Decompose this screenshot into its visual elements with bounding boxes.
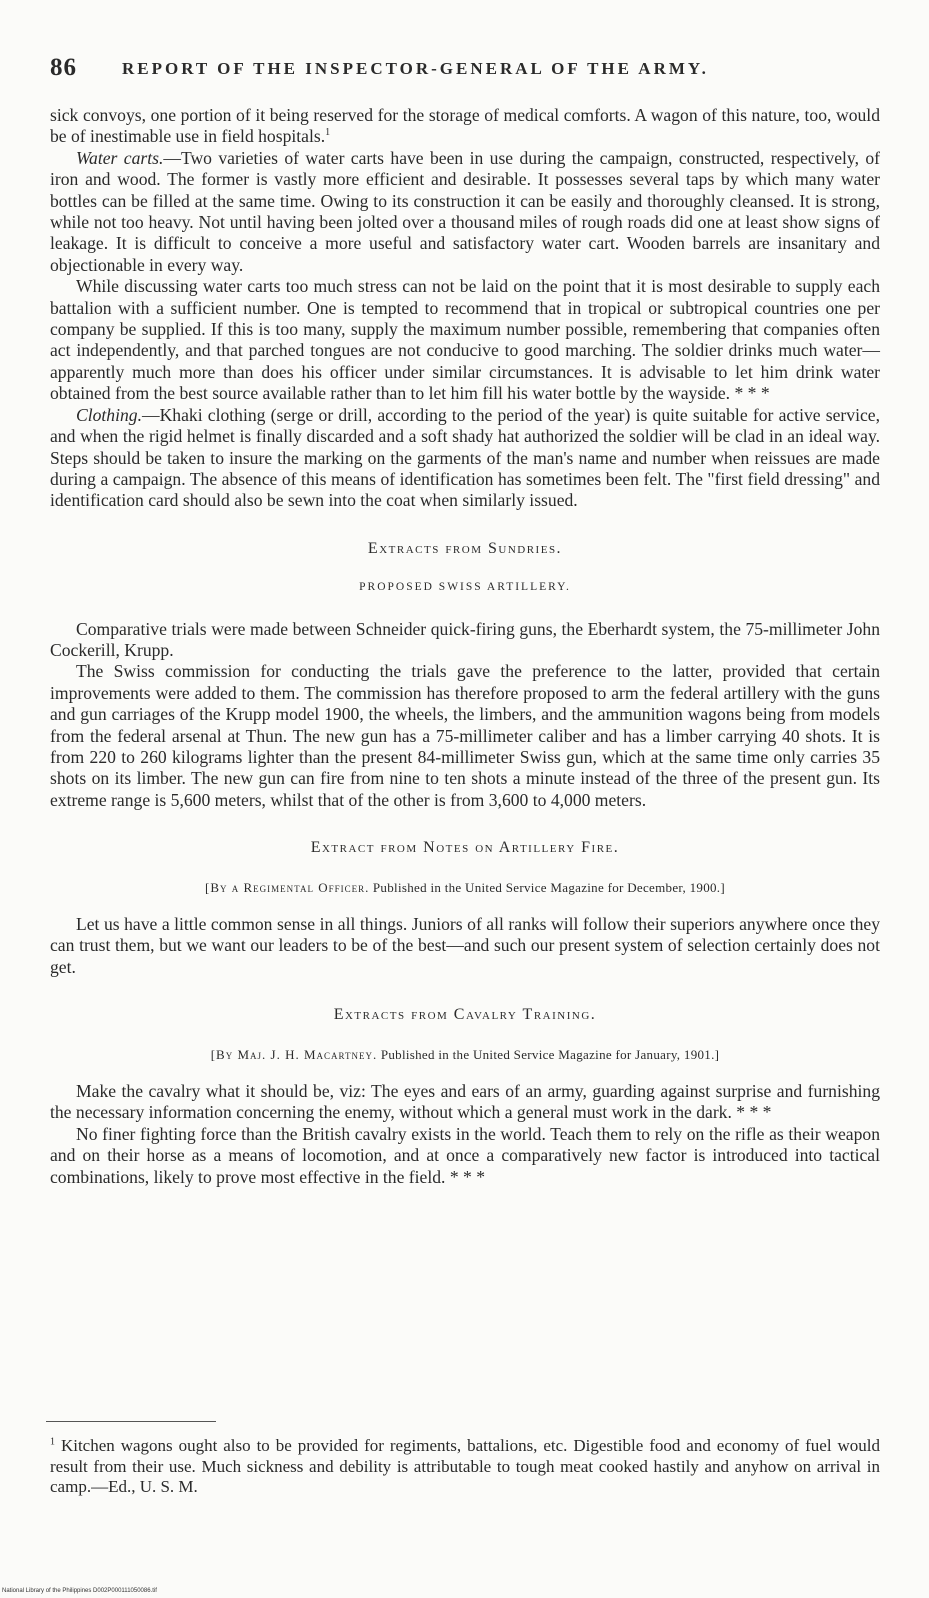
subheading-swiss-artillery: PROPOSED SWISS ARTILLERY. xyxy=(359,581,571,594)
paragraph-cavalry-eyes: Make the cavalry what it should be, viz: The eyes and ears of an army, guarding against surprise and furnishing the necessary information concerning the enemy, without which a general must work in the dark. * * * xyxy=(50,1081,880,1123)
paragraph-clothing xyxy=(50,405,880,512)
footnote-reference: 1 xyxy=(325,127,331,139)
byline-cavalry xyxy=(50,1044,880,1065)
paragraph-water-supply: While discussing water carts too much stress can not be laid on the point that it is most desirable to supply each battalion with a sufficient number. One is tempted to recommend that in tropical or subtropical countries one per company be supplied. If this is too many, supply the maximum number possible, remembering that companies often act independently, and that parched tongues are not conducive to good marching. The soldier drinks much water—apparently much more than does his officer under similar circumstances. It is advisable to let him drink water obtained from the best source available rather than to let him fill his water bottle by the wayside. * * * xyxy=(50,276,880,404)
paragraph-sick-convoys xyxy=(50,105,880,148)
footnote-text: Kitchen wagons ought also to be provided for regiments, battalions, etc. Digestible food and economy of fuel would result from their use. Much sickness and debility is attributable to tough meat cooked hastily and anyhow on arrival in camp.—Ed., U. S. M. xyxy=(50,1436,881,1496)
byline-artillery-fire xyxy=(50,877,880,898)
paragraph-lead: Clothing. xyxy=(76,404,142,425)
byline-source: Published in the United Service Magazine for December, 1900.] xyxy=(372,879,725,895)
paragraph-common-sense: Let us have a little common sense in all things. Juniors of all ranks will follow their superiors anywhere once they can trust them, but we want our leaders to be of the best—and such our present system of selection certainly does not get. xyxy=(50,914,880,977)
page-header xyxy=(50,54,880,84)
paragraph-swiss-commission: The Swiss commission for conducting the trials gave the preference to the latter, provided that certain improvements were added to them. The commission has therefore proposed to arm the federal artillery with the guns and gun carriages of the Krupp model 1900, the wheels, the limbers, and the ammunition wagons being from models from the federal arsenal at Thun. The new gun has a 75-millimeter caliber and has a limber carrying 40 shots. It is from 220 to 260 kilograms lighter than the present 84-millimeter Swiss gun, which at the same time only carries 35 shots on its limber. The new gun can fire from nine to ten shots a minute instead of the three of the present gun. Its extreme range is 5,600 meters, whilst that of the other is from 3,600 to 4,000 meters. xyxy=(50,661,880,810)
body-text xyxy=(50,105,880,1188)
footnote-marker: 1 xyxy=(50,1436,55,1448)
paragraph-text: sick convoys, one portion of it being reserved for the storage of medical comforts. A wagon of this nature, too, would be of inestimable use in field hospitals. xyxy=(50,105,880,147)
paragraph-lead: Water carts. xyxy=(76,147,164,168)
paragraph-text: —Two varieties of water carts have been in use during the campaign, constructed, respectively, of iron and wood. The former is vastly more efficient and desirable. It possesses several taps by which many water bottles can be filled at the same time. Owing to its construction it can be easily and thoroughly cleansed. It is strong, while not too heavy. Not until having been jolted over a thousand miles of rough roads did one at least show signs of leakage. It is difficult to conceive a more useful and satisfactory water cart. Wooden barrels are insanitary and objectionable in every way. xyxy=(50,147,881,275)
section-heading-sundries: Extracts from Sundries. xyxy=(367,539,563,557)
byline-author: [By Maj. J. H. Macartney. xyxy=(210,1046,378,1062)
section-heading-artillery-fire: Extract from Notes on Artillery Fire. xyxy=(310,839,620,857)
byline-author: [By a Regimental Officer. xyxy=(205,879,370,895)
scan-source-label: National Library of the Philippines D002P000111050086.tif xyxy=(2,1588,157,1594)
footnote xyxy=(50,1436,880,1498)
section-heading-cavalry: Extracts from Cavalry Training. xyxy=(333,1006,597,1024)
paragraph-cavalry-rifle: No finer fighting force than the British cavalry exists in the world. Teach them to rely on the rifle as their weapon and on their horse as a means of locomotion, and at once a comparatively new factor is introduced into tactical combinations, likely to prove most effective in the field. * * * xyxy=(50,1123,880,1187)
running-head: REPORT OF THE INSPECTOR-GENERAL OF THE ARMY. xyxy=(122,59,709,78)
byline-source: Published in the United Service Magazine for January, 1901.] xyxy=(380,1046,720,1062)
paragraph-comparative-trials: Comparative trials were made between Schneider quick-firing guns, the Eberhardt system, the 75-millimeter John Cockerill, Krupp. xyxy=(50,618,880,660)
footnote-rule xyxy=(46,1421,216,1422)
paragraph-text: —Khaki clothing (serge or drill, according to the period of the year) is quite suitable for active service, and when the rigid helmet is finally discarded and a soft shady hat authorized the soldier will be clad in an ideal way. Steps should be taken to insure the marking on the garments of the man's name and number when reissues are made during a campaign. The absence of this means of identification has sometimes been felt. The "first field dressing" and identification card should also be sewn into the coat when similarly issued. xyxy=(50,404,880,511)
page-number: 86 xyxy=(50,54,77,81)
paragraph-water-carts xyxy=(50,148,880,276)
